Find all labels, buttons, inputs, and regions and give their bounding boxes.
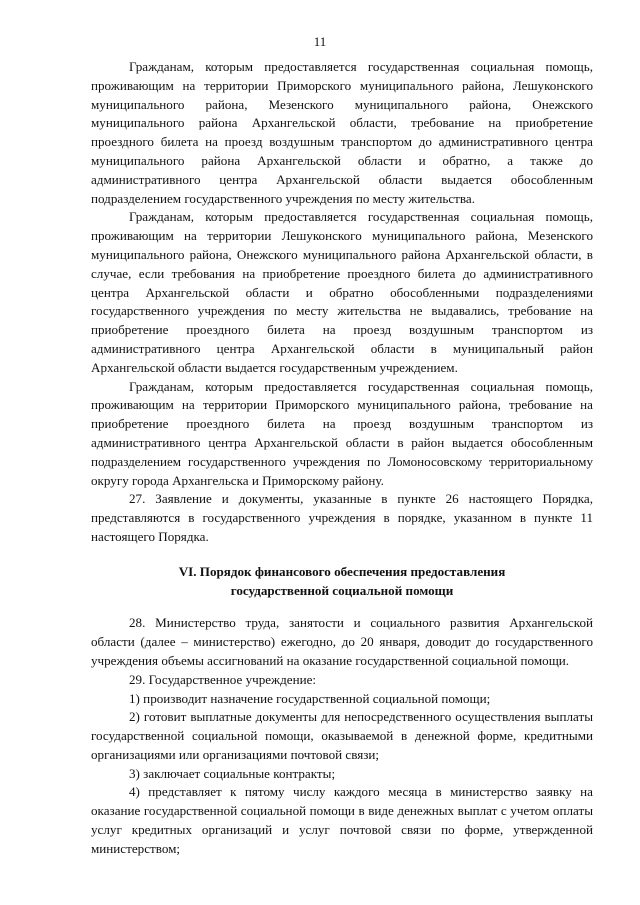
paragraph: 3) заключает социальные контракты;	[129, 765, 336, 781]
section-heading-line: государственной социальной помощи	[230, 582, 454, 598]
section-heading-line: VI. Порядок финансового обеспечения предоставления	[178, 563, 506, 579]
paragraph: Гражданам, которым предоставляется государственная социальная помощь, проживающим на территории Лешуконского муниципального района, Мезенского муниципального района, Онежского муниципального района Архангельской области, в случае, если требования на приобретение проездного билета до административного центра Архангельской области и обратно обособленными подразделениями государственного учреждения по месту жительства не выдавались, требование на приобретение проездного билета на проезд воздушным транспортом из административного центра Архангельской области в муниципальный район Архангельской области выдается государственным учреждением.	[91, 209, 593, 375]
page-number: 11	[313, 34, 327, 49]
paragraph: 4) представляет к пятому числу каждого месяца в министерство заявку на оказание государственной социальной помощи в виде денежных выплат с учетом оплаты услуг кредитных организаций и услуг почтовой связи по форме, утвержденной министерством;	[91, 784, 593, 856]
paragraph: 27. Заявление и документы, указанные в пункте 26 настоящего Порядка, представляются в государственного учреждения в порядке, указанном в пункте 11 настоящего Порядка.	[91, 491, 593, 544]
document-body	[91, 58, 593, 859]
paragraph: 2) готовит выплатные документы для непосредственного осуществления выплаты государственной социальной помощи, оказываемой в денежной форме, кредитными организациями или организациями почтовой связи;	[91, 709, 593, 762]
paragraph: 29. Государственное учреждение:	[129, 671, 317, 687]
paragraph: 28. Министерство труда, занятости и социального развития Архангельской области (далее – министерство) ежегодно, до 20 января, доводит до государственного учреждения объемы ассигнований на оказание государственной социальной помощи.	[91, 615, 593, 668]
section-heading	[91, 563, 593, 601]
paragraph: 1) производит назначение государственной социальной помощи;	[129, 690, 491, 706]
paragraph: Гражданам, которым предоставляется государственная социальная помощь, проживающим на территории Приморского муниципального района, требование на приобретение проездного билета на проезд воздушным транспортом из административного центра Архангельской области в район выдается обособленным подразделением государственного учреждения по Ломоносовскому территориальному округу города Архангельска и Приморскому району.	[91, 378, 593, 488]
paragraph: Гражданам, которым предоставляется государственная социальная помощь, проживающим на территории Приморского муниципального района, Лешуконского муниципального района, Мезенского муниципального района, Онежского муниципального района Архангельской области, требование на приобретение проездного билета на проезд воздушным транспортом до административного центра муниципального района Архангельской области и обратно, а также до административного центра Архангельской области выдается обособленным подразделением государственного учреждения по месту жительства.	[91, 59, 593, 206]
